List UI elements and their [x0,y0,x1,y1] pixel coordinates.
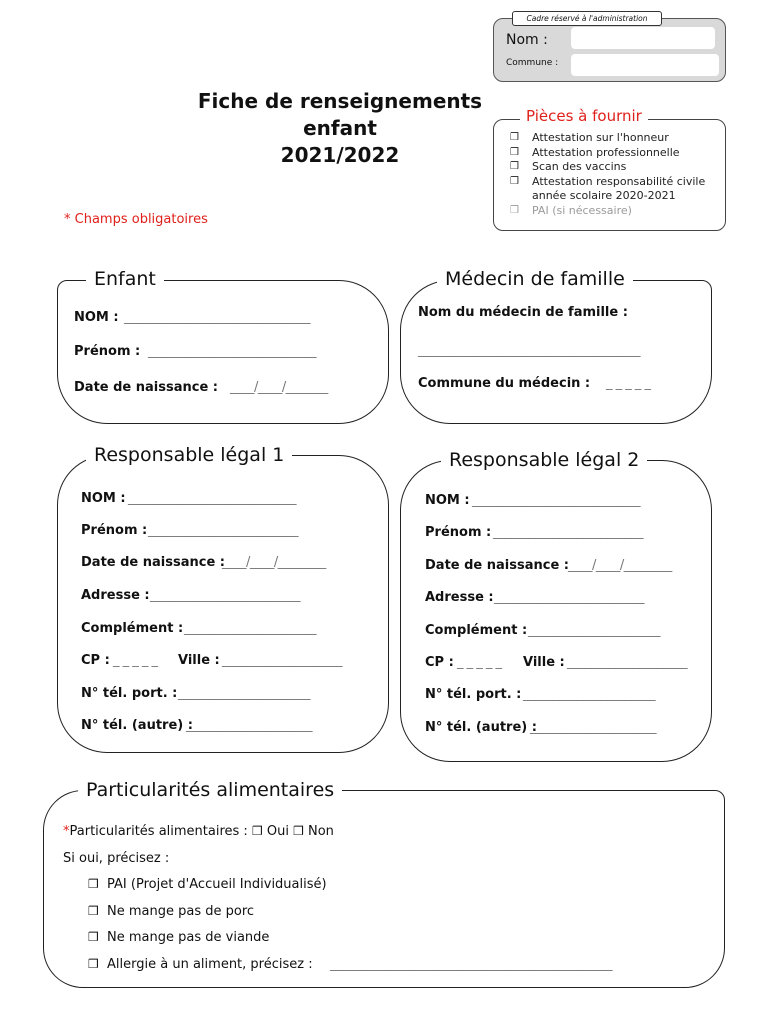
resp2-tel-port-field[interactable]: ______________________ [523,687,655,702]
resp2-dob-label: Date de naissance : [425,558,570,573]
resp1-prenom-field[interactable]: _________________________ [148,523,298,538]
resp1-tel-port-label: N° tél. port. : [81,686,178,701]
required-fields-note: * Champs obligatoires [64,212,208,227]
resp2-title: Responsable légal 2 [441,448,647,472]
resp2-prenom-field[interactable]: _________________________ [493,525,643,540]
required-star: * [63,824,70,839]
checkbox-icon: ❒ [293,824,304,838]
resp2-tel-autre-field[interactable]: _____________________ [530,720,656,735]
pieces-item[interactable]: ❒ Attestation sur l'honneur [510,131,669,144]
resp1-ville-field[interactable]: ____________________ [222,653,342,668]
admin-caption: Cadre réservé à l'administration [512,11,662,26]
resp2-cp-label: CP : [425,655,454,670]
checkbox-icon: ❒ [88,930,99,944]
enfant-nom-label: NOM : [74,310,119,325]
enfant-nom-field[interactable]: _______________________________ [124,310,310,325]
option-pai[interactable]: ❒ PAI (Projet d'Accueil Individualisé) [88,877,327,892]
resp1-complement-label: Complément : [81,621,184,636]
pieces-item[interactable]: ❒ Attestation professionnelle [510,145,680,159]
resp2-cp-field[interactable]: _ _ _ _ _ [457,655,502,670]
non-option[interactable]: ❒ Non [293,824,334,839]
title-line-1: Fiche de renseignements [197,89,483,113]
resp1-complement-field[interactable]: ______________________ [184,621,316,636]
checkbox-icon: ❒ [88,957,99,971]
resp1-prenom-label: Prénom : [81,523,148,538]
precisez-label: Si oui, précisez : [63,851,170,866]
enfant-prenom-field[interactable]: ____________________________ [148,344,316,359]
resp2-adresse-field[interactable]: _________________________ [494,590,644,605]
checkbox-icon: ❒ [510,204,519,216]
title-line-2: enfant [303,116,377,140]
title-line-3: 2021/2022 [280,143,400,167]
allergie-field[interactable]: _______________________________________________ [330,957,612,972]
resp1-ville-label: Ville : [178,653,220,668]
admin-commune-label: Commune : [506,58,559,68]
medecin-nom-label: Nom du médecin de famille : [418,305,628,320]
oui-option[interactable]: ❒ Oui [251,824,289,839]
particularites-title: Particularités alimentaires [78,778,342,802]
admin-nom-label: Nom : [506,32,548,48]
page-title [190,88,490,169]
resp2-tel-autre-label: N° tél. (autre) : [425,720,537,735]
checkbox-icon: ❒ [251,824,263,838]
enfant-prenom-label: Prénom : [74,344,141,359]
resp1-adresse-label: Adresse : [81,588,150,603]
resp2-complement-label: Complément : [425,623,528,638]
resp2-adresse-label: Adresse : [425,590,494,605]
particularites-question: *Particularités alimentaires : ❒ Oui ❒ Non [63,824,334,839]
medecin-commune-label: Commune du médecin : [418,376,591,391]
checkbox-icon: ❒ [510,175,519,187]
resp1-dob-label: Date de naissance : [81,555,226,570]
resp2-nom-field[interactable]: ____________________________ [472,493,640,508]
enfant-title: Enfant [86,267,164,291]
checkbox-icon: ❒ [88,904,99,918]
resp2-nom-label: NOM : [425,493,470,508]
medecin-title: Médecin de famille [437,267,633,291]
resp1-cp-label: CP : [81,653,110,668]
enfant-dob-label: Date de naissance : [74,380,219,395]
enfant-dob-field[interactable]: ____/____/_______ [230,380,328,395]
option-viande[interactable]: ❒ Ne mange pas de viande [88,930,270,945]
resp2-complement-field[interactable]: ______________________ [528,623,660,638]
pieces-item[interactable]: ❒ PAI (si nécessaire) [510,203,632,217]
resp2-prenom-label: Prénom : [425,525,492,540]
pieces-list [510,131,710,218]
pieces-item[interactable]: ❒ Attestation responsabilité civile année scolaire 2020-2021 [510,174,706,202]
resp2-tel-port-label: N° tél. port. : [425,687,522,702]
resp1-adresse-field[interactable]: _________________________ [150,588,300,603]
resp2-ville-label: Ville : [523,655,565,670]
resp1-tel-port-field[interactable]: ______________________ [178,686,310,701]
resp1-nom-label: NOM : [81,491,126,506]
resp2-ville-field[interactable]: ____________________ [567,655,687,670]
resp1-tel-autre-field[interactable]: _____________________ [186,718,312,733]
option-allergie[interactable]: ❒ Allergie à un aliment, précisez : [88,957,313,972]
medecin-nom-field[interactable]: _____________________________________ [418,343,640,358]
pieces-title: Pièces à fournir [520,106,648,126]
option-porc[interactable]: ❒ Ne mange pas de porc [88,904,255,919]
resp1-title: Responsable légal 1 [86,443,292,467]
checkbox-icon: ❒ [88,877,99,891]
checkbox-icon: ❒ [510,146,519,158]
resp1-dob-field[interactable]: ____/____/________ [222,555,326,570]
admin-nom-field[interactable] [571,27,715,49]
admin-commune-field[interactable] [571,54,719,76]
checkbox-icon: ❒ [510,132,519,143]
resp1-tel-autre-label: N° tél. (autre) : [81,718,193,733]
resp1-cp-field[interactable]: _ _ _ _ _ [113,653,158,668]
medecin-commune-field[interactable]: _ _ _ _ _ [606,376,651,391]
resp2-dob-field[interactable]: ____/____/________ [568,558,672,573]
pieces-item[interactable]: ❒ Scan des vaccins [510,160,627,173]
checkbox-icon: ❒ [510,161,519,172]
resp1-nom-field[interactable]: ____________________________ [128,491,296,506]
